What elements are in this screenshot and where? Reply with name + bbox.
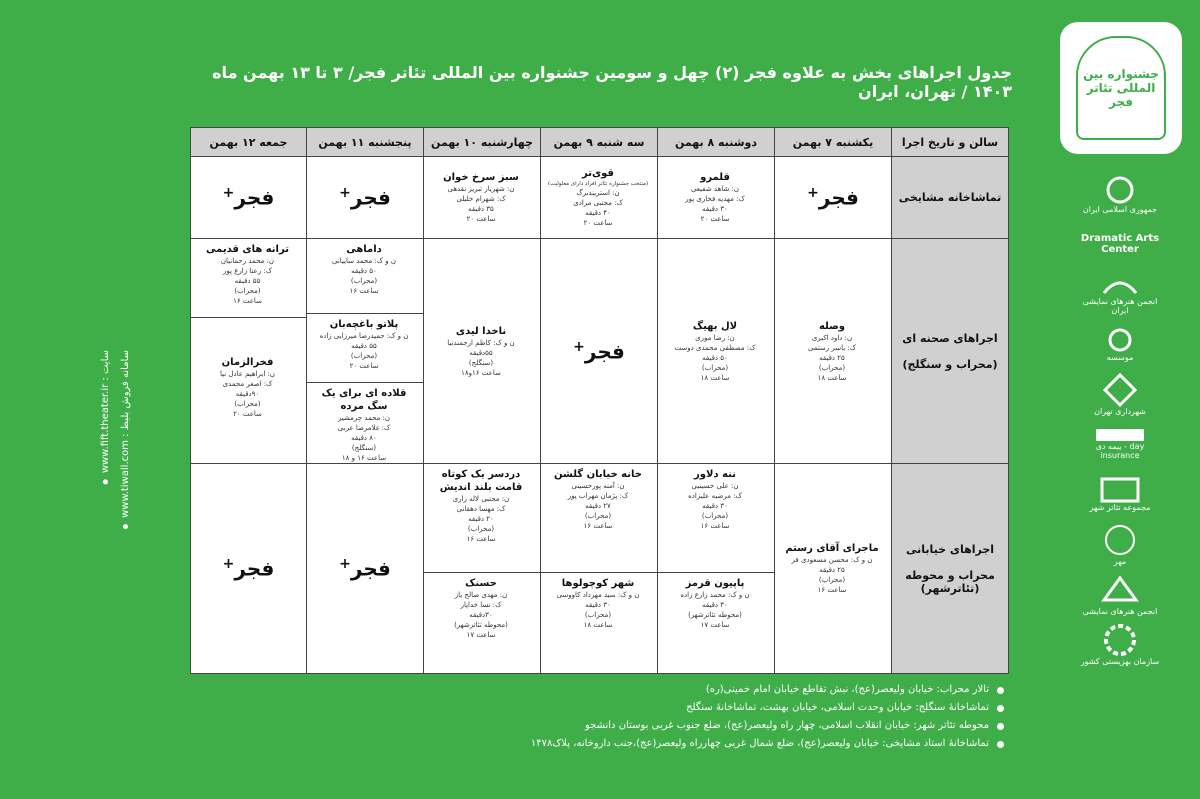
- bullet-icon: [997, 741, 1004, 748]
- festival-logo: [1060, 22, 1182, 154]
- address-item: تماشاخانهٔ سنگلج: خیابان وحدت اسلامی، خیابان بهشت، تماشاخانهٔ سنگلج: [194, 699, 1004, 717]
- show-card: قلمرو ن: شاهد شفیعی ک: مهدیه فخاری پور ۳۰ دقیقه ساعت ۲۰: [658, 157, 775, 239]
- header-friday: جمعه ۱۲ بهمن: [191, 128, 307, 157]
- festival-logo-text: جشنواره بین المللی تئاتر فجر: [1076, 36, 1166, 140]
- row-label-mashayekhi: تماشاخانه مشایخی: [892, 157, 1009, 239]
- show-card: قوی‌تر (منتخب جشنواره تئاتر افراد دارای معلولیت) ن: استریندبرگ ک: مجتبی مرادی ۴۰ دقیقه ساعت ۲۰: [541, 157, 658, 239]
- fajr-plus-mark: فجر+: [191, 157, 307, 239]
- fajr-plus-mark: فجر+: [307, 157, 424, 239]
- show-card: شهر کوچولوها ن و ک: سید مهرداد کاووسی ۳۰ دقیقه (محراب) ساعت ۱۸: [541, 572, 657, 673]
- header-monday: دوشنبه ۸ بهمن: [658, 128, 775, 157]
- page-title: جدول اجراهای بخش به علاوه فجر (۲) چهل و سومین جشنواره بین المللی تئاتر فجر/ ۳ تا ۱۳ بهمن ماه ۱۴۰۳ / تهران، ایران: [212, 63, 1012, 101]
- header-row: [191, 128, 1009, 157]
- show-card: وصله ن: داود اکبری ک: یاسر رستمی ۲۵ دقیقه (محراب) ساعت ۱۸: [775, 239, 892, 464]
- address-item: محوطه تئاتر شهر: خیابان انقلاب اسلامی، چهار راه ولیعصر(عج)، ضلع جنوب غربی بوستان دانشجو: [194, 717, 1004, 735]
- show-card: سبز سرخ خوان ن: شهریار تبریز نقدهی ک: شهرام خلیلی ۳۵ دقیقه ساعت ۲۰: [424, 157, 541, 239]
- show-card: ننه دلاور ن: علی حسینیی ک: مرضیه علیزاده ۳۰ دقیقه (محراب) ساعت ۱۶: [688, 469, 742, 530]
- show-card: پاپیون قرمز ن و ک: محمد زارع زاده ۳۰ دقیقه (محوطه تئاترشهر) ساعت ۱۷: [658, 572, 774, 673]
- header-tuesday: سه شنبه ۹ بهمن: [541, 128, 658, 157]
- row-stage: [191, 239, 1009, 464]
- sponsor-institute: موسسه: [1080, 322, 1160, 366]
- sponsor-tehran-municipality: شهرداری تهران: [1080, 372, 1160, 416]
- show-card: پلاتو باغچه‌بان ن و ک: حمیدرضا میرزایی زاده ۵۵ دقیقه (محراب) ساعت ۲۰: [307, 313, 423, 382]
- show-card: ناخدا لیدی ن و ک: کاظم ارجمندنیا ۵۵دقیقه (سنگلج) ساعت ۱۶و۱۸: [424, 239, 541, 464]
- venue-addresses: [194, 681, 1004, 753]
- header-sunday: یکشنبه ۷ بهمن: [775, 128, 892, 157]
- fajr-plus-mark: فجر+: [775, 157, 892, 239]
- site-link[interactable]: www.fift.theater.ir : سایت: [100, 350, 111, 487]
- show-card: داماهی ن و ک: محمد ساییانی ۵۰ دقیقه (محراب) ساعت ۱۶: [331, 244, 396, 295]
- show-card: حسنک ن: مهدی صالح یار ک: نسا خداپار ۳۰دقیقه (محوطه تئاترشهر) ساعت ۱۷: [424, 572, 540, 673]
- show-card: ماجرای آقای رستم ن و ک: محسن مسعودی فر ۲۵ دقیقه (محراب) ساعت ۱۶: [775, 464, 892, 674]
- thursday-stage-cell: [307, 239, 424, 464]
- monday-street-cell: [658, 464, 775, 674]
- show-card: قلاده ای برای یک سگ مرده ن: محمد چرمشیر ک: غلامرضا عربی ۸۰ دقیقه (سنگلج) ساعت ۱۶ و ۱۸: [307, 382, 423, 463]
- ticket-link[interactable]: www.tiwall.com : سامانه فروش بلیط: [120, 350, 131, 532]
- row-label-stage: اجراهای صحنه ای (محراب و سنگلج): [892, 239, 1009, 464]
- row-mashayekhi: [191, 157, 1009, 239]
- wednesday-street-cell: [424, 464, 541, 674]
- fajr-plus-mark: فجر+: [307, 464, 424, 674]
- sponsor-performing-arts: انجمن هنرهای نمایشی: [1080, 572, 1160, 616]
- address-item: تالار محراب: خیابان ولیعصر(عج)، نبش تقاطع خیابان امام خمینی(ره): [194, 681, 1004, 699]
- sponsor-logos: [1080, 172, 1160, 672]
- row-street: [191, 464, 1009, 674]
- fajr-plus-mark: فجر+: [541, 239, 658, 464]
- bullet-icon: [104, 479, 109, 484]
- show-card: ترانه های قدیمی ن: محمد رحمانیان ک: رعنا زارع پور ۵۵ دقیقه (محراب) ساعت ۱۶: [206, 244, 289, 305]
- sponsor-day-insurance: بیمه دی - day insurance: [1080, 422, 1160, 466]
- schedule-table: [190, 127, 1009, 674]
- header-thursday: پنجشنبه ۱۱ بهمن: [307, 128, 424, 157]
- tuesday-street-cell: [541, 464, 658, 674]
- show-card: خانه خیابان گلشن ن: آمنه پورحسینی ک: پژمان مهراب پور ۲۷ دقیقه (محراب) ساعت ۱۶: [554, 469, 642, 530]
- header-venue: سالن و تاریخ اجرا: [892, 128, 1009, 157]
- show-card: لال بهیگ ن: رضا موری ک: مصطفی محمدی دوست ۵۰ دقیقه (محراب) ساعت ۱۸: [658, 239, 775, 464]
- bullet-icon: [124, 524, 129, 529]
- bullet-icon: [997, 723, 1004, 730]
- sponsor-behzisti: سازمان بهزیستی کشور: [1080, 622, 1160, 666]
- sponsor-mehr: مهر: [1080, 522, 1160, 566]
- row-label-street: اجراهای خیابانی محراب و محوطه (تئاترشهر): [892, 464, 1009, 674]
- header-wednesday: چهارشنبه ۱۰ بهمن: [424, 128, 541, 157]
- address-item: تماشاخانهٔ استاد مشایخی: خیابان ولیعصر(عج)، ضلع شمال غربی چهارراه ولیعصر(عج)،جنب داروخانه، پلاک۱۴۷۸: [194, 735, 1004, 753]
- sponsor-iran-emblem: جمهوری اسلامی ایران: [1080, 172, 1160, 216]
- bullet-icon: [997, 687, 1004, 694]
- friday-stage-cell: [191, 239, 307, 464]
- bullet-icon: [997, 705, 1004, 712]
- sponsor-theater-complex: مجموعه تئاتر شهر: [1080, 472, 1160, 516]
- sponsor-dramatic-arts: Dramatic Arts Center: [1080, 233, 1160, 255]
- show-card: فخرالزمان ن: ابراهیم عادل نیا ک: اصغر محمدی ۹۰دقیقه (محراب) ساعت ۲۰: [191, 317, 306, 456]
- sponsor-anjoman: انجمن هنرهای نمایشی ایران: [1080, 272, 1160, 316]
- show-card: دردسر یک کوتاه قامت بلند اندیش ن: مجتبی لاله زاری ک: مهسا دهقانی ۲۰ دقیقه (محراب) ساعت ۱۶: [439, 469, 523, 543]
- fajr-plus-mark: فجر+: [191, 464, 307, 674]
